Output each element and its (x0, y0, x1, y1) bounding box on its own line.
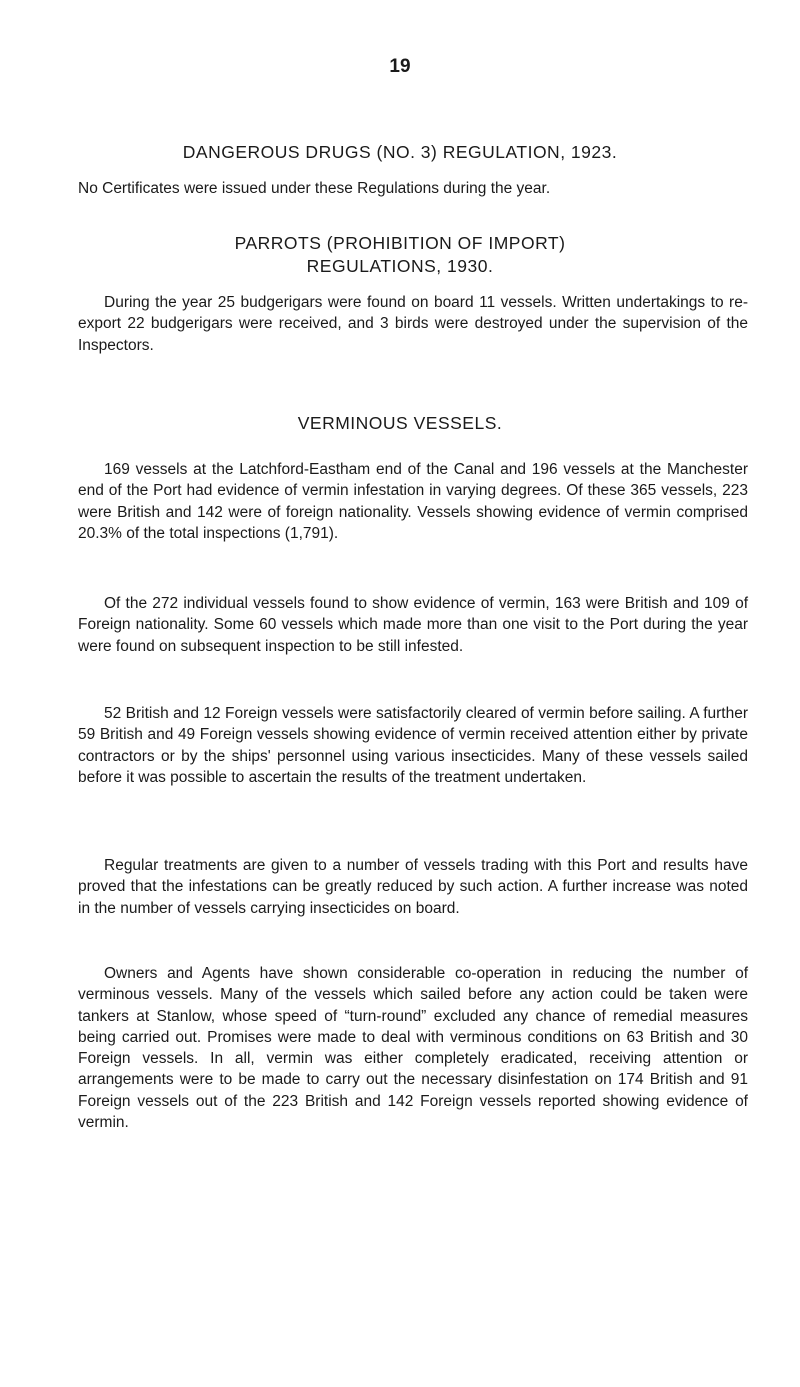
paragraph-verminous-3: 52 British and 12 Foreign vessels were satisfactorily cleared of vermin before sailing. A further 59 British and 49 Foreign vessels showing evidence of vermin received attention either by private contractors or by the ships' personnel using various insecticides. Many of these vessels sailed before it was possible to ascertain the results of the treatment undertaken. (78, 705, 748, 786)
paragraph-dangerous-drugs: No Certificates were issued under these Regulations during the year. (78, 180, 551, 197)
paragraph-verminous-1: 169 vessels at the Latchford-Eastham end of the Canal and 196 vessels at the Manchester end of the Port had evidence of vermin infestation in varying degrees. Of these 365 vessels, 223 were British and 142 were of foreign nationality. Vessels showing evidence of vermin comprised 20.3% of the total inspections (1,791). (78, 461, 748, 542)
paragraph-parrots: During the year 25 budgerigars were found on board 11 vessels. Written undertakings to re-export 22 budgerigars were received, and 3 birds were destroyed under the supervision of the Inspectors. (78, 294, 748, 354)
paragraph-verminous-2: Of the 272 individual vessels found to show evidence of vermin, 163 were British and 109 of Foreign nationality. Some 60 vessels which made more than one visit to the Port during the year were found on subsequent inspection to be still infested. (78, 595, 748, 655)
paragraph-verminous-5: Owners and Agents have shown considerable co-operation in reducing the number of verminous vessels. Many of the vessels which sailed before any action could be taken were tankers at Stanlow, whose speed of “turn-round” excluded any chance of remedial measures being carried out. Promises were made to deal with verminous conditions on 63 British and 30 Foreign vessels. In all, vermin was either completely eradicated, receiving attention or arrangements were to be made to carry out the necessary disinfestation on 174 British and 91 Foreign vessels out of the 223 British and 142 Foreign vessels reported showing evidence of vermin. (78, 965, 748, 1132)
heading-parrots-line2: REGULATIONS, 1930. (306, 256, 494, 276)
heading-verminous-vessels: VERMINOUS VESSELS. (297, 413, 503, 433)
heading-parrots-line1: PARROTS (PROHIBITION OF IMPORT) (234, 233, 566, 253)
paragraph-verminous-4: Regular treatments are given to a number of vessels trading with this Port and results have proved that the infestations can be greatly reduced by such action. A further increase was noted in the number of vessels carrying insecticides on board. (78, 857, 748, 917)
heading-dangerous-drugs: DANGEROUS DRUGS (NO. 3) REGULATION, 1923. (182, 142, 618, 162)
page-number: 19 (389, 56, 411, 77)
